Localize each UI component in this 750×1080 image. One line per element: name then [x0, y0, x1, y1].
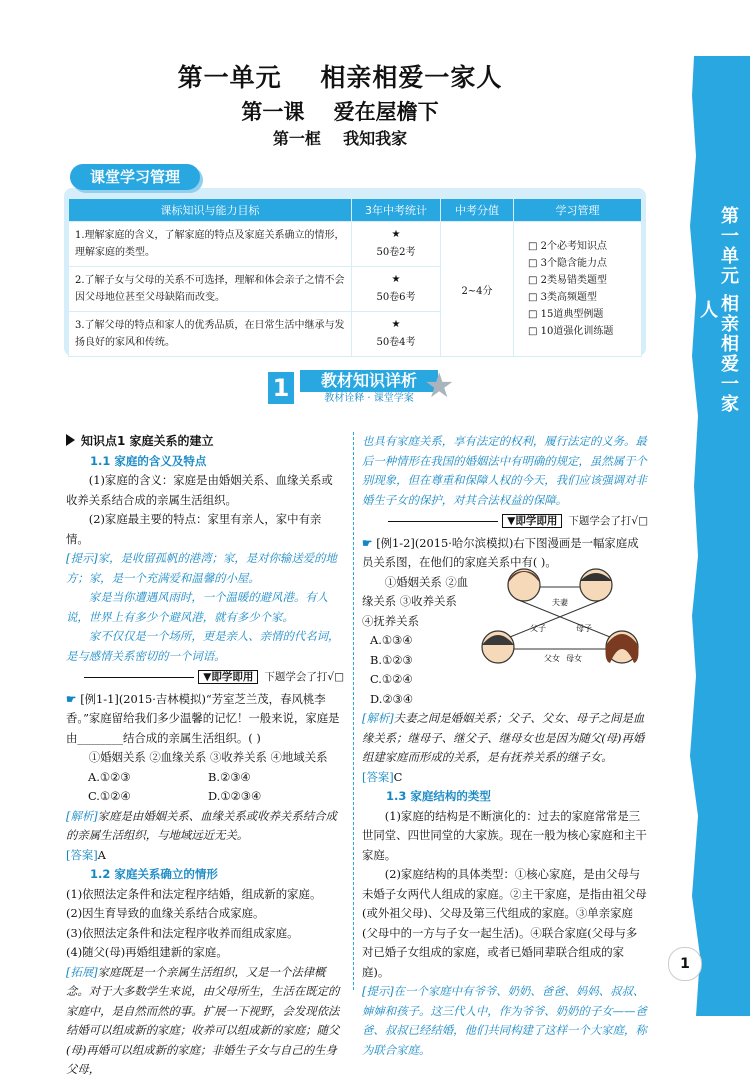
option: C.①②④ [370, 672, 413, 686]
star-icon: ★ [424, 366, 455, 406]
relation-label: 父女 [544, 654, 560, 663]
example-items: 缘关系 ③收养关系 [362, 594, 457, 608]
checklist-item[interactable]: □ 3个隐含能力点 [528, 258, 607, 269]
option: D.②③④ [370, 691, 413, 706]
stat-text: 50卷4考 [376, 337, 416, 348]
family-relationship-cartoon [476, 565, 646, 675]
study-management-label: 课堂学习管理 [70, 164, 200, 190]
knowledge-point-title: 知识点1 家庭关系的建立 [66, 432, 344, 452]
checklist-item[interactable]: □ 10道强化训练题 [528, 326, 614, 337]
paragraph: (1)家庭的结构是不断演化的：过去的家庭常常是三世同堂、四世同堂的大家族。现在一般为核心家庭和主干家庭。 [362, 808, 647, 862]
paragraph: (2)家庭结构的具体类型：①核心家庭，是由父母与未婚子女两代人组成的家庭。②主干家庭，是指由祖父母(或外祖父母)、父母及第三代组成的家庭。③单亲家庭(父母中的一方与子女一起生活)。④联合家庭(父母与多对已婚子女组成的家庭，或者已婚同辈联合组成的家庭)。 [362, 867, 647, 979]
practice-check[interactable]: 下题学会了打√□ [264, 671, 344, 683]
option: C.①②④ [88, 789, 131, 803]
option: A.①③④ [370, 633, 413, 647]
tip-paragraph: 家是当你遭遇风雨时，一个温暖的避风港。有人说，世界上有多少个避风港，就有多少个家。 [66, 590, 329, 624]
tip-paragraph: 家不仅仅是一个场所，更是亲人、亲情的代名词，是与感情关系密切的一个词语。 [66, 629, 340, 663]
checklist-item[interactable]: □ 2个必考知识点 [528, 241, 607, 252]
left-column [66, 432, 344, 1080]
stat-cell [352, 312, 441, 357]
unit-title: 第一单元 相亲相爱一家人 [177, 63, 503, 92]
paragraph: (4)随父(母)再婚组建新的家庭。 [66, 945, 228, 959]
practice-check[interactable]: 下题学会了打√□ [568, 515, 648, 527]
checklist-item[interactable]: □ 15道典型例题 [528, 309, 604, 320]
objective-cell: 2.了解子女与父母的关系不可选择，理解和体会亲子之情不会因父母地位甚至父母缺陷而改变。 [69, 267, 352, 312]
extension: [拓展]家庭既是一个亲属生活组织，又是一个法律概念。对于大多数学生来说，由父母所生，生活在既定的家庭中，是自然而然的事。扩展一下视野，会发现依法结婚可以组成新的家庭；收养可以组成新的家庭；随父(母)再婚可以组成新的家庭；非婚生子女与自己的生身父母， [66, 964, 340, 1076]
option: D.①②③④ [208, 789, 262, 803]
option: B.②③④ [208, 769, 251, 784]
analysis: [解析]家庭是由婚姻关系、血缘关系或收养关系结合成的亲属生活组织，与地域远近无关。 [66, 808, 337, 842]
stat-cell [352, 267, 441, 312]
paragraph: (1)依照法定条件和法定程序结婚，组成新的家庭。 [66, 886, 322, 901]
practice-bar: ▼即学即用 下题学会了打√□ [362, 512, 648, 532]
right-column [362, 432, 648, 1060]
lesson-title: 第一课 爱在屋檐下 [241, 100, 439, 124]
side-tab-text: 第一单元 相亲相爱一家人 [697, 205, 739, 415]
example-question: ☛ [例1-2](2015·哈尔滨模拟)右下图漫画是一幅家庭成员关系图，在他们的家庭关系中有( )。 [362, 535, 639, 569]
option: A.①②③ [88, 769, 131, 784]
paragraph: (3)依照法定条件和法定程序收养而组成家庭。 [66, 925, 299, 940]
options [66, 787, 344, 807]
checklist-cell [514, 222, 642, 357]
section-title: 教材知识详析 [300, 370, 438, 392]
section-heading: 1.3 家庭结构的类型 [386, 789, 491, 803]
analysis: [解析]夫妻之间是婚姻关系；父子、父女、母子之间是血缘关系；继母子、继父子、继母女也是因为随父(母)再婚组建家庭而形成的关系，是有抚养关系的继子女。 [362, 711, 645, 764]
tip-paragraph: [提示]家，是收留孤帆的港湾；家，是对你输送爱的地方；家，是一个充满爱和温馨的小屋。 [66, 551, 337, 585]
stat-text: 50卷6考 [376, 292, 416, 303]
star-icon: ★ [391, 229, 401, 240]
example-items: ①婚姻关系 ②血 [384, 574, 469, 589]
section-heading: 1.1 家庭的含义及特点 [90, 453, 207, 468]
relation-label: 母子 [576, 624, 592, 633]
example-items: ①婚姻关系 ②血缘关系 ③收养关系 ④地域关系 [88, 750, 328, 764]
score-cell: 2~4分 [441, 222, 514, 357]
column-divider [353, 432, 354, 990]
example-question: ☛ [例1-1](2015·吉林模拟)“芳室芝兰茂，春风桃李香。”家庭留给我们多少温馨的记忆！一般来说，家庭是由________结合成的亲属生活组织。( ) [66, 691, 340, 745]
star-icon: ★ [391, 319, 401, 330]
page-number: 1 [668, 947, 702, 981]
score-header: 中考分值 [441, 199, 514, 222]
frame-title: 第一框 我知我家 [272, 129, 408, 148]
relation-label: 夫妻 [552, 598, 568, 607]
star-icon: ★ [391, 274, 401, 285]
checklist-item[interactable]: □ 2类易错类题型 [528, 275, 607, 286]
paragraph: (2)因生育导致的血缘关系结合成家庭。 [66, 906, 265, 920]
goals-table [68, 198, 642, 357]
paragraph: (2)家庭最主要的特点：家里有亲人，家中有亲情。 [66, 512, 322, 546]
relation-label: 母女 [566, 654, 582, 663]
options [66, 768, 344, 788]
paragraph: (1)家庭的含义：家庭是由婚姻关系、血缘关系或收养关系结合成的亲属生活组织。 [66, 473, 333, 507]
objective-cell: 1.理解家庭的含义，了解家庭的特点及家庭关系确立的情形，理解家庭的类型。 [69, 222, 352, 267]
relation-label: 父子 [530, 624, 546, 633]
answer: [答案]A [66, 847, 106, 862]
answer: [答案]C [362, 769, 403, 784]
section-subtitle: 教材诠释 · 课堂学案 [324, 393, 414, 404]
tip-paragraph: [提示]在一个家庭中有爷爷、奶奶、爸爸、妈妈、叔叔、婶婶和孩子。这三代人中，作为爷爷、奶奶的子女——爸爸、叔叔已经结婚，他们共同构建了这样一个大家庭，称为联合家庭。 [362, 984, 647, 1057]
goals-header: 课标知识与能力目标 [69, 199, 352, 222]
objective-cell: 3.了解父母的特点和家人的优秀品质，在日常生活中继承与发扬良好的家风和传统。 [69, 312, 352, 357]
checklist-item[interactable]: □ 3类高频题型 [528, 292, 597, 303]
practice-bar: ▼即学即用 下题学会了打√□ [66, 668, 344, 688]
extension-continued: 也具有家庭关系，享有法定的权利，履行法定的义务。最后一种情形在我国的婚姻法中有明确的规定，虽然属于个别现象，但在尊重和保障人权的今天，我们应该强调对非婚生子女的保护，对其合法权益的保障。 [362, 434, 647, 507]
triangle-icon [66, 434, 75, 446]
section-number: 1 [268, 372, 294, 404]
section-heading: 1.2 家庭关系确立的情形 [90, 867, 218, 881]
stats-header: 3年中考统计 [352, 199, 441, 222]
pointer-icon: ☛ [362, 535, 373, 550]
stat-text: 50卷2考 [376, 247, 416, 258]
example-items: ④抚养关系 [362, 613, 419, 628]
mother-face [508, 569, 540, 601]
stat-cell [352, 222, 441, 267]
pointer-icon: ☛ [66, 691, 77, 706]
option: B.①②③ [370, 652, 413, 667]
management-header: 学习管理 [514, 199, 642, 222]
